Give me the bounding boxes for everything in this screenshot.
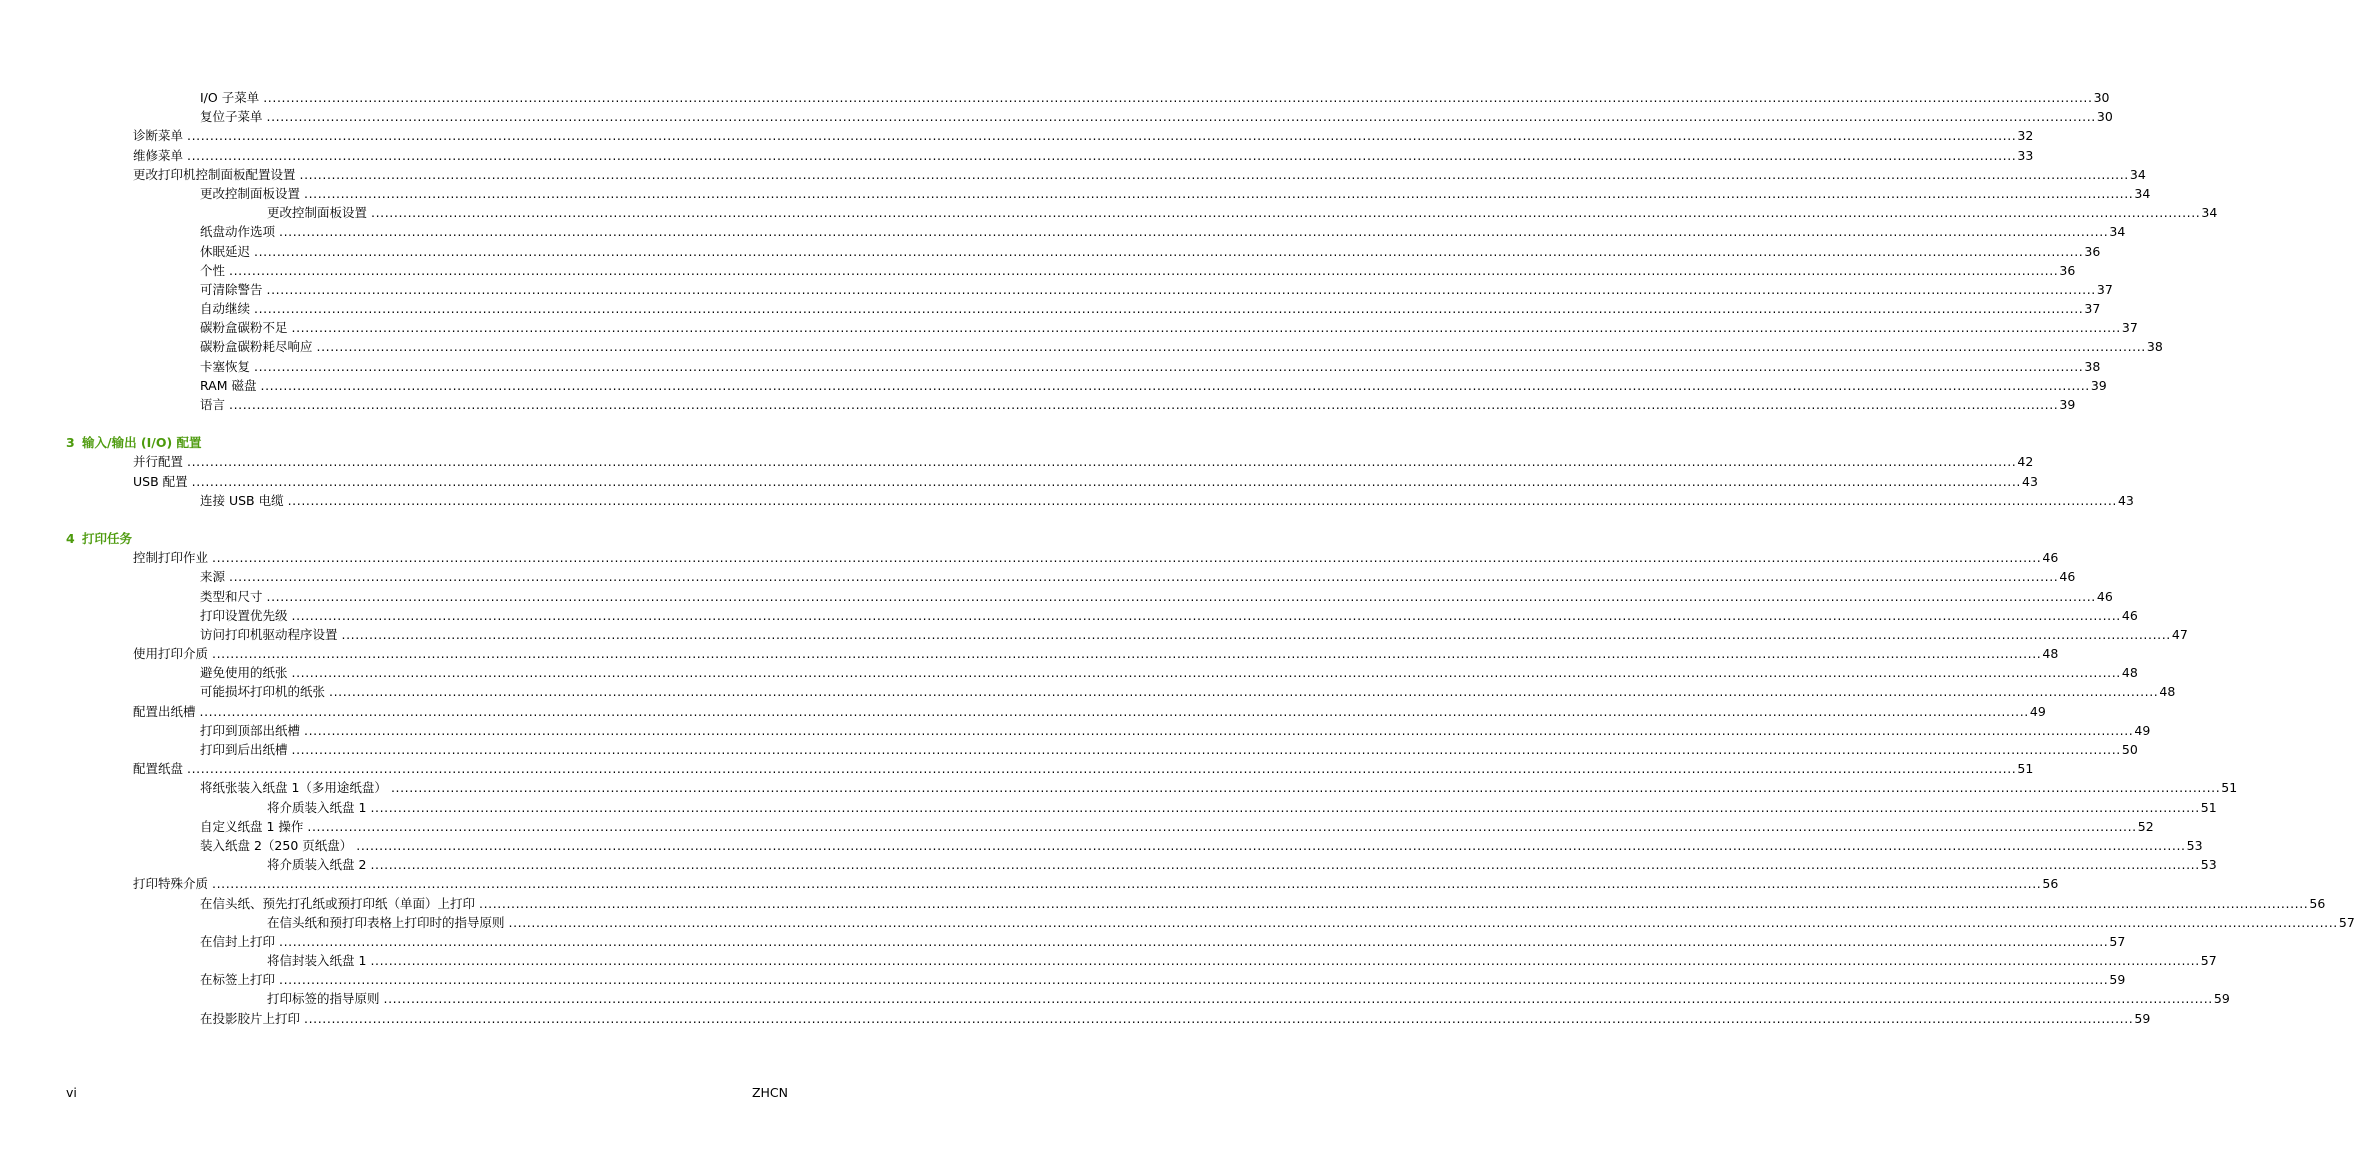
toc-entry-title: 配置纸盘 bbox=[133, 761, 184, 777]
dot-leader: ................................................................................................................................................................................................................................................................................................................................................................................................................ bbox=[279, 224, 2109, 240]
toc-entry-title: 卡塞恢复 bbox=[200, 358, 251, 374]
dot-leader: ................................................................................................................................................................................................................................................................................................................................................................................................................ bbox=[341, 626, 2171, 642]
dot-leader: ................................................................................................................................................................................................................................................................................................................................................................................................................ bbox=[229, 262, 2059, 278]
toc-entry-title: 打印标签的指导原则 bbox=[267, 991, 380, 1007]
toc-entry-title: USB 配置 bbox=[133, 473, 188, 489]
toc-entry-page-number: 52 bbox=[2137, 818, 2154, 834]
dot-leader: ................................................................................................................................................................................................................................................................................................................................................................................................................ bbox=[307, 818, 2137, 834]
toc-entry[interactable] bbox=[200, 932, 2126, 951]
toc-entry[interactable] bbox=[133, 452, 2034, 471]
toc-entry-title: 纸盘动作选项 bbox=[200, 224, 276, 240]
dot-leader: ................................................................................................................................................................................................................................................................................................................................................................................................................ bbox=[287, 492, 2117, 508]
dot-leader: ................................................................................................................................................................................................................................................................................................................................................................................................................ bbox=[390, 780, 2221, 796]
toc-entry-page-number: 57 bbox=[2200, 953, 2217, 969]
toc-entry[interactable] bbox=[200, 107, 2113, 126]
dot-leader: ................................................................................................................................................................................................................................................................................................................................................................................................................ bbox=[508, 914, 2338, 930]
toc-entry-page-number: 46 bbox=[2121, 607, 2138, 623]
toc-entry-title: 来源 bbox=[200, 569, 226, 585]
toc-entry-page-number: 43 bbox=[2022, 473, 2038, 489]
toc-entry-title: 语言 bbox=[200, 397, 226, 412]
dot-leader: ................................................................................................................................................................................................................................................................................................................................................................................................................ bbox=[229, 397, 2059, 412]
toc-entry[interactable] bbox=[200, 740, 2138, 759]
dot-leader: ................................................................................................................................................................................................................................................................................................................................................................................................................ bbox=[279, 933, 2109, 949]
toc-entry[interactable] bbox=[200, 721, 2151, 740]
dot-leader: ................................................................................................................................................................................................................................................................................................................................................................................................................ bbox=[370, 953, 2200, 969]
dot-leader: ................................................................................................................................................................................................................................................................................................................................................................................................................ bbox=[260, 377, 2090, 393]
dot-leader: ................................................................................................................................................................................................................................................................................................................................................................................................................ bbox=[370, 857, 2200, 873]
toc-entry-page-number: 46 bbox=[2059, 569, 2076, 585]
toc-entry-title: 在信头纸和预打印表格上打印时的指导原则 bbox=[267, 914, 505, 930]
toc-entry[interactable] bbox=[267, 798, 2217, 817]
toc-entry-title: 将纸张装入纸盘 1（多用途纸盘） bbox=[200, 780, 387, 796]
toc-entry[interactable] bbox=[200, 567, 2076, 586]
chapter-title: 输入/输出 (I/O) 配置 bbox=[82, 435, 202, 451]
dot-leader: ................................................................................................................................................................................................................................................................................................................................................................................................................ bbox=[316, 339, 2146, 355]
toc-entry-title: 自动继续 bbox=[200, 301, 251, 317]
toc-entry[interactable] bbox=[267, 855, 2217, 874]
dot-leader: ................................................................................................................................................................................................................................................................................................................................................................................................................ bbox=[370, 799, 2200, 815]
toc-entry-page-number: 47 bbox=[2171, 626, 2188, 642]
language-code: ZHCN bbox=[751, 1085, 788, 1100]
toc-entry-title: RAM 磁盘 bbox=[200, 377, 257, 393]
table-of-contents bbox=[0, 88, 2355, 1028]
toc-entry-page-number: 51 bbox=[2221, 780, 2238, 796]
chapter-number: 3 bbox=[66, 435, 75, 451]
toc-entry-page-number: 56 bbox=[2042, 876, 2059, 892]
toc-entry[interactable] bbox=[133, 472, 2038, 491]
dot-leader: ................................................................................................................................................................................................................................................................................................................................................................................................................ bbox=[291, 320, 2121, 336]
toc-entry[interactable] bbox=[200, 222, 2126, 241]
toc-entry-page-number: 46 bbox=[2096, 588, 2113, 604]
toc-entry-page-number: 38 bbox=[2084, 358, 2101, 374]
toc-entry-title: 可能损坏打印机的纸张 bbox=[200, 684, 326, 700]
toc-entry-page-number: 49 bbox=[2134, 722, 2151, 738]
dot-leader: ................................................................................................................................................................................................................................................................................................................................................................................................................ bbox=[187, 761, 2017, 777]
toc-entry-page-number: 59 bbox=[2109, 972, 2126, 988]
chapter-heading bbox=[66, 529, 893, 548]
toc-entry-page-number: 57 bbox=[2338, 914, 2355, 930]
toc-entry-title: 装入纸盘 2（250 页纸盘） bbox=[200, 837, 353, 853]
dot-leader: ................................................................................................................................................................................................................................................................................................................................................................................................................ bbox=[254, 301, 2084, 317]
dot-leader: ................................................................................................................................................................................................................................................................................................................................................................................................................ bbox=[299, 166, 2129, 182]
toc-entry-page-number: 36 bbox=[2059, 262, 2076, 278]
toc-entry-title: 碳粉盒碳粉耗尽响应 bbox=[200, 339, 313, 355]
toc-entry[interactable] bbox=[200, 376, 2107, 395]
toc-entry-page-number: 42 bbox=[2017, 454, 2034, 470]
toc-entry-title: 在信封上打印 bbox=[200, 933, 276, 949]
toc-entry[interactable] bbox=[200, 242, 2101, 261]
toc-entry[interactable] bbox=[200, 778, 2238, 797]
toc-entry-page-number: 34 bbox=[2129, 166, 2146, 182]
toc-entry-title: I/O 子菜单 bbox=[200, 90, 260, 105]
toc-entry-title: 并行配置 bbox=[133, 454, 184, 470]
toc-entry-page-number: 56 bbox=[2309, 895, 2326, 911]
toc-entry-page-number: 37 bbox=[2096, 281, 2113, 297]
toc-entry-page-number: 51 bbox=[2017, 761, 2034, 777]
dot-leader: ................................................................................................................................................................................................................................................................................................................................................................................................................ bbox=[254, 358, 2084, 374]
dot-leader: ................................................................................................................................................................................................................................................................................................................................................................................................................ bbox=[356, 837, 2186, 853]
toc-entry[interactable] bbox=[200, 894, 2326, 913]
chapter-spacer bbox=[0, 510, 893, 529]
toc-entry-page-number: 48 bbox=[2042, 646, 2059, 662]
dot-leader: ................................................................................................................................................................................................................................................................................................................................................................................................................ bbox=[229, 569, 2059, 585]
toc-entry-page-number: 34 bbox=[2201, 205, 2218, 221]
toc-entry[interactable] bbox=[200, 261, 2076, 280]
toc-entry-title: 碳粉盒碳粉不足 bbox=[200, 320, 288, 336]
toc-entry[interactable] bbox=[200, 357, 2101, 376]
toc-entry[interactable] bbox=[200, 682, 2176, 701]
dot-leader: ................................................................................................................................................................................................................................................................................................................................................................................................................ bbox=[291, 742, 2121, 757]
toc-entry-page-number: 51 bbox=[2200, 799, 2217, 815]
toc-entry-page-number: 34 bbox=[2109, 224, 2126, 240]
toc-entry-title: 可清除警告 bbox=[200, 281, 263, 297]
dot-leader: ................................................................................................................................................................................................................................................................................................................................................................................................................ bbox=[266, 588, 2096, 604]
toc-entry[interactable] bbox=[200, 1009, 2151, 1028]
toc-entry-title: 连接 USB 电缆 bbox=[200, 492, 284, 508]
chapter-spacer bbox=[0, 414, 893, 433]
toc-entry[interactable] bbox=[200, 395, 2076, 414]
toc-entry[interactable] bbox=[200, 625, 2188, 644]
toc-entry[interactable] bbox=[133, 146, 2034, 165]
toc-entry-page-number: 34 bbox=[2134, 185, 2151, 201]
toc-entry[interactable] bbox=[267, 203, 2218, 222]
toc-entry-title: 打印特殊介质 bbox=[133, 876, 209, 892]
dot-leader: ................................................................................................................................................................................................................................................................................................................................................................................................................ bbox=[266, 281, 2096, 297]
toc-entry-title: 更改控制面板设置 bbox=[200, 185, 301, 201]
toc-entry[interactable] bbox=[200, 491, 2134, 510]
toc-entry-title: 诊断菜单 bbox=[133, 128, 184, 144]
chapter-title: 打印任务 bbox=[82, 530, 133, 546]
toc-entry[interactable] bbox=[267, 989, 2230, 1008]
dot-leader: ................................................................................................................................................................................................................................................................................................................................................................................................................ bbox=[212, 646, 2042, 662]
toc-entry[interactable] bbox=[133, 644, 2059, 663]
dot-leader: ................................................................................................................................................................................................................................................................................................................................................................................................................ bbox=[371, 205, 2201, 221]
toc-entry[interactable] bbox=[200, 970, 2126, 989]
toc-entry[interactable] bbox=[200, 280, 2113, 299]
toc-entry-title: 在信头纸、预先打孔纸或预打印纸（单面）上打印 bbox=[200, 895, 476, 911]
page-number: vi bbox=[66, 1085, 77, 1100]
dot-leader: ................................................................................................................................................................................................................................................................................................................................................................................................................ bbox=[291, 665, 2121, 681]
toc-entry-page-number: 30 bbox=[2096, 109, 2113, 125]
toc-entry[interactable] bbox=[200, 337, 2163, 356]
toc-entry-page-number: 48 bbox=[2159, 684, 2176, 700]
dot-leader: ................................................................................................................................................................................................................................................................................................................................................................................................................ bbox=[329, 684, 2159, 700]
toc-entry-page-number: 53 bbox=[2186, 837, 2203, 853]
toc-entry-title: 将介质装入纸盘 1 bbox=[267, 799, 367, 815]
dot-leader: ................................................................................................................................................................................................................................................................................................................................................................................................................ bbox=[254, 243, 2084, 259]
dot-leader: ................................................................................................................................................................................................................................................................................................................................................................................................................ bbox=[263, 90, 2093, 105]
toc-entry[interactable] bbox=[200, 88, 2110, 107]
toc-entry[interactable] bbox=[133, 165, 2146, 184]
toc-entry-title: 在标签上打印 bbox=[200, 972, 276, 988]
chapter-number: 4 bbox=[66, 530, 75, 546]
toc-entry-title: 配置出纸槽 bbox=[133, 703, 196, 719]
toc-entry[interactable] bbox=[200, 318, 2138, 337]
toc-entry-title: 自定义纸盘 1 操作 bbox=[200, 818, 304, 834]
toc-entry[interactable] bbox=[200, 836, 2203, 855]
toc-entry-title: 控制打印作业 bbox=[133, 550, 209, 566]
dot-leader: ................................................................................................................................................................................................................................................................................................................................................................................................................ bbox=[212, 876, 2042, 892]
toc-entry-title: 在投影胶片上打印 bbox=[200, 1010, 301, 1026]
toc-entry[interactable] bbox=[200, 663, 2138, 682]
dot-leader: ................................................................................................................................................................................................................................................................................................................................................................................................................ bbox=[187, 454, 2017, 470]
toc-entry-title: 休眠延迟 bbox=[200, 243, 251, 259]
toc-entry-title: 类型和尺寸 bbox=[200, 588, 263, 604]
toc-entry-page-number: 30 bbox=[2093, 90, 2110, 105]
toc-entry[interactable] bbox=[200, 606, 2138, 625]
toc-entry[interactable] bbox=[200, 299, 2101, 318]
toc-entry-page-number: 32 bbox=[2017, 128, 2034, 144]
toc-entry-page-number: 46 bbox=[2042, 550, 2059, 566]
dot-leader: ................................................................................................................................................................................................................................................................................................................................................................................................................ bbox=[187, 128, 2017, 144]
toc-entry-title: 打印设置优先级 bbox=[200, 607, 288, 623]
toc-entry[interactable] bbox=[267, 913, 2355, 932]
toc-entry-title: 将介质装入纸盘 2 bbox=[267, 857, 367, 873]
toc-entry-title: 使用打印介质 bbox=[133, 646, 209, 662]
toc-entry-page-number: 49 bbox=[2029, 703, 2046, 719]
toc-entry-page-number: 43 bbox=[2117, 492, 2134, 508]
toc-entry-page-number: 48 bbox=[2121, 665, 2138, 681]
dot-leader: ................................................................................................................................................................................................................................................................................................................................................................................................................ bbox=[304, 1010, 2134, 1026]
toc-entry[interactable] bbox=[200, 184, 2151, 203]
dot-leader: ................................................................................................................................................................................................................................................................................................................................................................................................................ bbox=[304, 185, 2134, 201]
toc-entry-page-number: 59 bbox=[2213, 991, 2230, 1007]
dot-leader: ................................................................................................................................................................................................................................................................................................................................................................................................................ bbox=[191, 473, 2021, 489]
toc-entry-page-number: 39 bbox=[2059, 397, 2076, 412]
dot-leader: ................................................................................................................................................................................................................................................................................................................................................................................................................ bbox=[304, 722, 2134, 738]
toc-entry[interactable] bbox=[133, 874, 2059, 893]
dot-leader: ................................................................................................................................................................................................................................................................................................................................................................................................................ bbox=[291, 607, 2121, 623]
toc-entry-title: 访问打印机驱动程序设置 bbox=[200, 626, 338, 642]
toc-entry-page-number: 39 bbox=[2090, 377, 2107, 393]
toc-entry-page-number: 37 bbox=[2121, 320, 2138, 336]
toc-entry[interactable] bbox=[200, 587, 2113, 606]
toc-entry[interactable] bbox=[200, 817, 2154, 836]
dot-leader: ................................................................................................................................................................................................................................................................................................................................................................................................................ bbox=[479, 895, 2309, 911]
toc-entry-page-number: 59 bbox=[2134, 1010, 2151, 1026]
toc-entry-title: 复位子菜单 bbox=[200, 109, 263, 125]
dot-leader: ................................................................................................................................................................................................................................................................................................................................................................................................................ bbox=[212, 550, 2042, 566]
dot-leader: ................................................................................................................................................................................................................................................................................................................................................................................................................ bbox=[383, 991, 2213, 1007]
toc-entry[interactable] bbox=[133, 702, 2046, 721]
toc-entry[interactable] bbox=[133, 126, 2034, 145]
toc-entry-page-number: 38 bbox=[2146, 339, 2163, 355]
dot-leader: ................................................................................................................................................................................................................................................................................................................................................................................................................ bbox=[199, 703, 2029, 719]
toc-entry-page-number: 36 bbox=[2084, 243, 2101, 259]
toc-entry-title: 更改打印机控制面板配置设置 bbox=[133, 166, 296, 182]
chapter-heading bbox=[66, 433, 893, 452]
toc-entry-page-number: 33 bbox=[2017, 147, 2034, 163]
toc-entry[interactable] bbox=[133, 759, 2034, 778]
dot-leader: ................................................................................................................................................................................................................................................................................................................................................................................................................ bbox=[187, 147, 2017, 163]
toc-entry-title: 将信封装入纸盘 1 bbox=[267, 953, 367, 969]
toc-entry-title: 打印到顶部出纸槽 bbox=[200, 722, 301, 738]
toc-entry[interactable] bbox=[267, 951, 2217, 970]
toc-entry-title: 维修菜单 bbox=[133, 147, 184, 163]
toc-entry[interactable] bbox=[133, 548, 2059, 567]
toc-entry-page-number: 53 bbox=[2200, 857, 2217, 873]
toc-entry-page-number: 37 bbox=[2084, 301, 2101, 317]
dot-leader: ................................................................................................................................................................................................................................................................................................................................................................................................................ bbox=[279, 972, 2109, 988]
toc-entry-page-number: 57 bbox=[2109, 933, 2126, 949]
dot-leader: ................................................................................................................................................................................................................................................................................................................................................................................................................ bbox=[266, 109, 2096, 125]
toc-entry-title: 避免使用的纸张 bbox=[200, 665, 288, 681]
toc-entry-title: 更改控制面板设置 bbox=[267, 205, 368, 221]
toc-entry-page-number: 50 bbox=[2121, 742, 2138, 757]
toc-entry-title: 打印到后出纸槽 bbox=[200, 742, 288, 757]
toc-entry-title: 个性 bbox=[200, 262, 226, 278]
